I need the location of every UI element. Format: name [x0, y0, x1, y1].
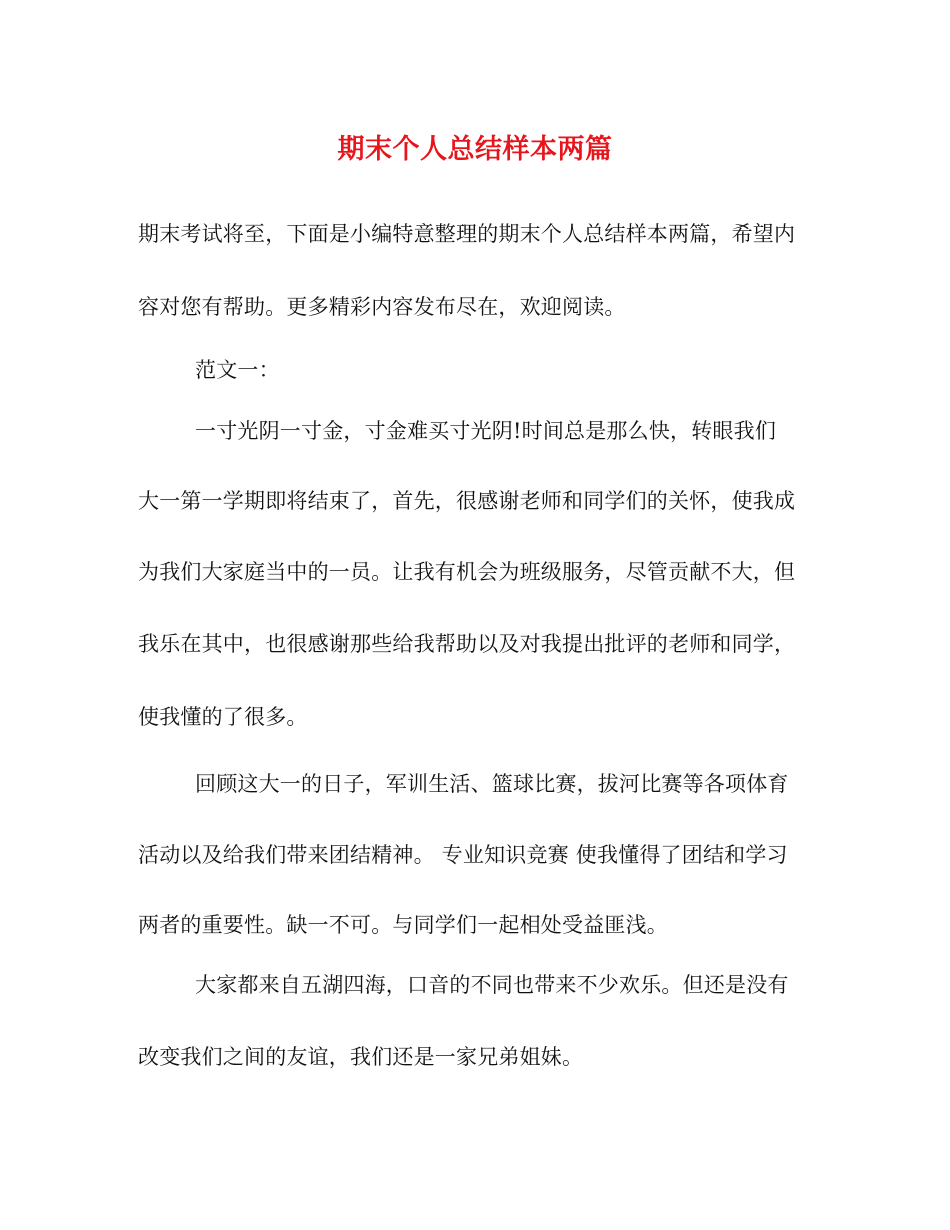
text-line: 改变我们之间的友谊，我们还是一家兄弟姐妹。 — [138, 1045, 584, 1069]
text-line: 两者的重要性。缺一不可。与同学们一起相处受益匪浅。 — [138, 913, 668, 937]
document-title: 期末个人总结样本两篇 — [337, 134, 613, 165]
text-line: 容对您有帮助。更多精彩内容发布尽在，欢迎阅读。 — [138, 295, 626, 319]
text-line: 回顾这大一的日子，军训生活、篮球比赛，拔河比赛等各项体育 — [195, 772, 789, 796]
text-line: 期末考试将至，下面是小编特意整理的期末个人总结样本两篇，希望内 — [138, 222, 796, 246]
text-line: 活动以及给我们带来团结精神。 专业知识竞赛 使我懂得了团结和学习 — [138, 843, 788, 867]
text-line: 为我们大家庭当中的一员。让我有机会为班级服务，尽管贡献不大，但 — [138, 560, 796, 584]
text-line: 使我懂的了很多。 — [138, 705, 308, 729]
text-line: 我乐在其中，也很感谢那些给我帮助以及对我提出批评的老师和同学， — [138, 632, 796, 656]
section-heading: 范文一： — [195, 358, 280, 382]
text-line: 大一第一学期即将结束了，首先，很感谢老师和同学们的关怀，使我成 — [138, 489, 796, 513]
text-line: 一寸光阴一寸金，寸金难买寸光阴!时间总是那么快，转眼我们 — [195, 419, 777, 443]
text-line: 大家都来自五湖四海，口音的不同也带来不少欢乐。但还是没有 — [195, 973, 789, 997]
